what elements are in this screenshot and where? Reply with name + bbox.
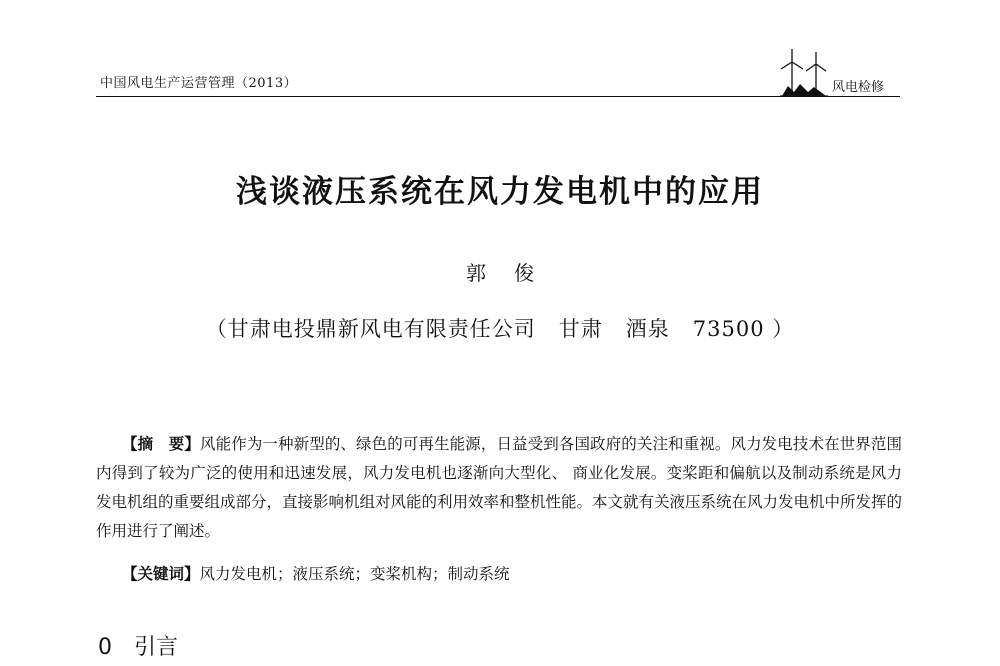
abstract-text: 风能作为一种新型的、绿色的可再生能源，日益受到各国政府的关注和重视。风力发电技术在世界范围内得到了较为广泛的使用和迅速发展，风力发电机也逐渐向大型化、 商业化发展。变桨距和偏航以及制动系统是风力发电机组的重要组成部分，直接影响机组对风能的利用效率和整机性能。本文就有关液压系统在风力发电机中所发挥的作用进行了阐述。 — [96, 435, 903, 540]
paper-title: 浅谈液压系统在风力发电机中的应用 — [236, 174, 764, 210]
keywords-label: 【关键词】 — [122, 565, 200, 583]
section-number: 0 — [98, 635, 112, 660]
header-divider — [96, 96, 900, 97]
abstract — [96, 430, 902, 546]
abstract-label: 【摘 要】 — [122, 435, 201, 453]
journal-header: 中国风电生产运营管理（2013） — [100, 76, 298, 91]
section-title: 引言 — [134, 635, 179, 660]
section-label: 风电检修 — [832, 80, 885, 95]
keywords — [122, 562, 510, 584]
keywords-text: 风力发电机；液压系统；变桨机构；制动系统 — [199, 565, 510, 583]
author-affiliation: （甘肃电投鼎新风电有限责任公司 甘肃 酒泉 73500 ） — [205, 317, 795, 341]
wind-turbine-icon — [778, 46, 830, 98]
author-name: 郭俊 — [466, 261, 562, 285]
section-heading — [98, 630, 178, 661]
